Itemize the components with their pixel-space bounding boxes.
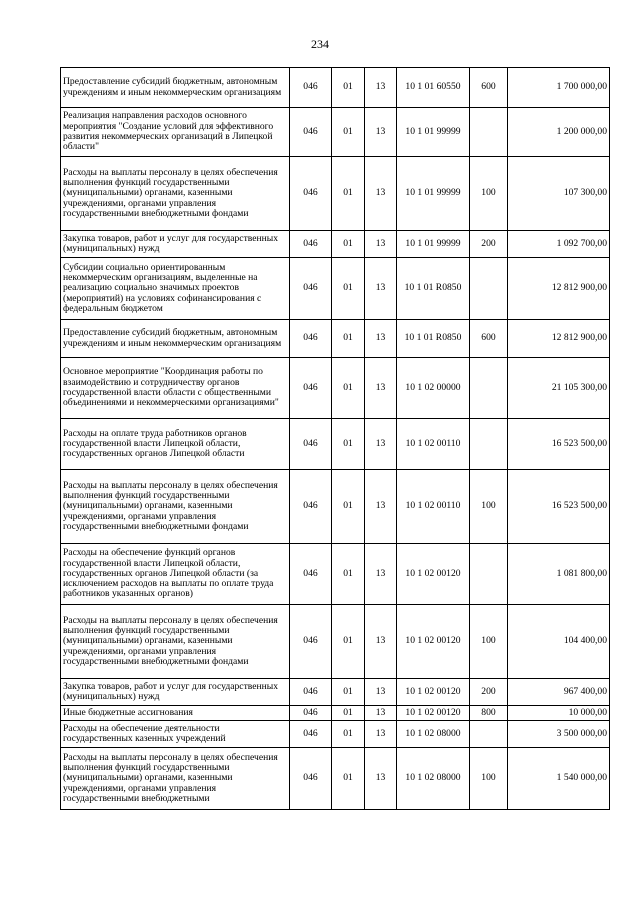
row-rz: 01 <box>332 721 365 748</box>
row-pr: 13 <box>365 231 397 258</box>
row-vr: 100 <box>470 157 508 231</box>
row-ved: 046 <box>290 470 332 544</box>
row-csr: 10 1 02 00110 <box>397 419 470 470</box>
row-sum: 107 300,00 <box>508 157 610 231</box>
row-pr: 13 <box>365 108 397 157</box>
table-row <box>61 320 610 358</box>
row-sum: 1 081 800,00 <box>508 544 610 605</box>
row-csr: 10 1 02 00000 <box>397 358 470 419</box>
row-ved: 046 <box>290 748 332 810</box>
row-rz: 01 <box>332 231 365 258</box>
row-csr: 10 1 02 00120 <box>397 679 470 706</box>
row-vr <box>470 419 508 470</box>
row-vr: 100 <box>470 470 508 544</box>
row-vr: 600 <box>470 320 508 358</box>
row-name: Предоставление субсидий бюджетным, автономным учреждениям и иным некоммерческим организациям <box>61 68 290 108</box>
row-rz: 01 <box>332 706 365 721</box>
row-name: Субсидии социально ориентированным некоммерческим организациям, выделенные на реализацию социально значимых проектов (мероприятий) на условиях софинансирования с федеральным бюджетом <box>61 258 290 320</box>
row-ved: 046 <box>290 320 332 358</box>
row-ved: 046 <box>290 706 332 721</box>
row-pr: 13 <box>365 748 397 810</box>
row-rz: 01 <box>332 258 365 320</box>
row-csr: 10 1 02 00120 <box>397 544 470 605</box>
row-vr: 200 <box>470 231 508 258</box>
row-name: Расходы на обеспечение деятельности государственных казенных учреждений <box>61 721 290 748</box>
row-rz: 01 <box>332 605 365 679</box>
row-csr: 10 1 02 00110 <box>397 470 470 544</box>
row-name: Основное мероприятие "Координация работы по взаимодействию и сотрудничеству органов государственной власти области с общественными объединениями и некоммерческими организациями" <box>61 358 290 419</box>
row-pr: 13 <box>365 358 397 419</box>
table-row <box>61 679 610 706</box>
row-sum: 1 540 000,00 <box>508 748 610 810</box>
table-row <box>61 706 610 721</box>
row-pr: 13 <box>365 157 397 231</box>
table-row <box>61 108 610 157</box>
row-vr <box>470 358 508 419</box>
row-ved: 046 <box>290 258 332 320</box>
row-vr <box>470 108 508 157</box>
row-ved: 046 <box>290 358 332 419</box>
row-rz: 01 <box>332 679 365 706</box>
row-csr: 10 1 02 00120 <box>397 706 470 721</box>
row-pr: 13 <box>365 706 397 721</box>
row-pr: 13 <box>365 605 397 679</box>
row-vr <box>470 544 508 605</box>
row-pr: 13 <box>365 419 397 470</box>
row-ved: 046 <box>290 68 332 108</box>
row-sum: 1 700 000,00 <box>508 68 610 108</box>
row-csr: 10 1 01 99999 <box>397 157 470 231</box>
row-ved: 046 <box>290 679 332 706</box>
row-sum: 1 200 000,00 <box>508 108 610 157</box>
row-pr: 13 <box>365 258 397 320</box>
table-row <box>61 419 610 470</box>
row-ved: 046 <box>290 544 332 605</box>
table-row <box>61 544 610 605</box>
row-rz: 01 <box>332 108 365 157</box>
row-name: Расходы на выплаты персоналу в целях обеспечения выполнения функций государственными (муниципальными) органами, казенными учреждениями, органами управления государственными внебюджетными <box>61 748 290 810</box>
row-name: Расходы на выплаты персоналу в целях обеспечения выполнения функций государственными (муниципальными) органами, казенными учреждениями, органами управления государственными внебюджетными фондами <box>61 157 290 231</box>
table-row <box>61 605 610 679</box>
row-name: Расходы на выплаты персоналу в целях обеспечения выполнения функций государственными (муниципальными) органами, казенными учреждениями, органами управления государственными внебюджетными фондами <box>61 470 290 544</box>
row-csr: 10 1 01 99999 <box>397 231 470 258</box>
row-csr: 10 1 01 R0850 <box>397 320 470 358</box>
row-csr: 10 1 02 08000 <box>397 748 470 810</box>
row-pr: 13 <box>365 679 397 706</box>
row-name: Иные бюджетные ассигнования <box>61 706 290 721</box>
row-sum: 3 500 000,00 <box>508 721 610 748</box>
row-rz: 01 <box>332 68 365 108</box>
row-ved: 046 <box>290 419 332 470</box>
row-sum: 12 812 900,00 <box>508 258 610 320</box>
table-row <box>61 470 610 544</box>
table-row <box>61 358 610 419</box>
row-csr: 10 1 01 99999 <box>397 108 470 157</box>
row-vr: 100 <box>470 748 508 810</box>
table-row <box>61 748 610 810</box>
row-csr: 10 1 01 R0850 <box>397 258 470 320</box>
row-name: Расходы на выплаты персоналу в целях обеспечения выполнения функций государственными (муниципальными) органами, казенными учреждениями, органами управления государственными внебюджетными фондами <box>61 605 290 679</box>
row-rz: 01 <box>332 320 365 358</box>
row-sum: 967 400,00 <box>508 679 610 706</box>
row-vr: 200 <box>470 679 508 706</box>
row-csr: 10 1 02 00120 <box>397 605 470 679</box>
row-pr: 13 <box>365 68 397 108</box>
row-sum: 1 092 700,00 <box>508 231 610 258</box>
row-sum: 16 523 500,00 <box>508 470 610 544</box>
row-pr: 13 <box>365 320 397 358</box>
row-vr: 600 <box>470 68 508 108</box>
row-sum: 10 000,00 <box>508 706 610 721</box>
row-pr: 13 <box>365 721 397 748</box>
row-vr <box>470 721 508 748</box>
row-pr: 13 <box>365 470 397 544</box>
row-name: Закупка товаров, работ и услуг для государственных (муниципальных) нужд <box>61 231 290 258</box>
row-vr: 100 <box>470 605 508 679</box>
row-vr: 800 <box>470 706 508 721</box>
row-name: Предоставление субсидий бюджетным, автономным учреждениям и иным некоммерческим организациям <box>61 320 290 358</box>
row-ved: 046 <box>290 605 332 679</box>
row-rz: 01 <box>332 419 365 470</box>
row-pr: 13 <box>365 544 397 605</box>
row-rz: 01 <box>332 470 365 544</box>
row-sum: 12 812 900,00 <box>508 320 610 358</box>
row-ved: 046 <box>290 231 332 258</box>
page-number: 234 <box>311 37 329 51</box>
row-vr <box>470 258 508 320</box>
table-row <box>61 231 610 258</box>
row-name: Закупка товаров, работ и услуг для государственных (муниципальных) нужд <box>61 679 290 706</box>
row-csr: 10 1 01 60550 <box>397 68 470 108</box>
row-csr: 10 1 02 08000 <box>397 721 470 748</box>
row-ved: 046 <box>290 108 332 157</box>
row-sum: 21 105 300,00 <box>508 358 610 419</box>
row-ved: 046 <box>290 157 332 231</box>
row-rz: 01 <box>332 358 365 419</box>
table-row <box>61 258 610 320</box>
budget-table <box>60 67 610 810</box>
row-ved: 046 <box>290 721 332 748</box>
row-rz: 01 <box>332 157 365 231</box>
table-row <box>61 721 610 748</box>
row-name: Расходы на оплате труда работников органов государственной власти Липецкой области, государственных органов Липецкой области <box>61 419 290 470</box>
row-rz: 01 <box>332 544 365 605</box>
table-row <box>61 157 610 231</box>
row-rz: 01 <box>332 748 365 810</box>
row-name: Реализация направления расходов основного мероприятия "Создание условий для эффективного развития некоммерческих организаций в Липецкой области" <box>61 108 290 157</box>
row-sum: 16 523 500,00 <box>508 419 610 470</box>
row-name: Расходы на обеспечение функций органов государственной власти Липецкой области, государственных органов Липецкой области (за исключением расходов на выплаты по оплате труда работников указанных органов) <box>61 544 290 605</box>
table-row <box>61 68 610 108</box>
row-sum: 104 400,00 <box>508 605 610 679</box>
